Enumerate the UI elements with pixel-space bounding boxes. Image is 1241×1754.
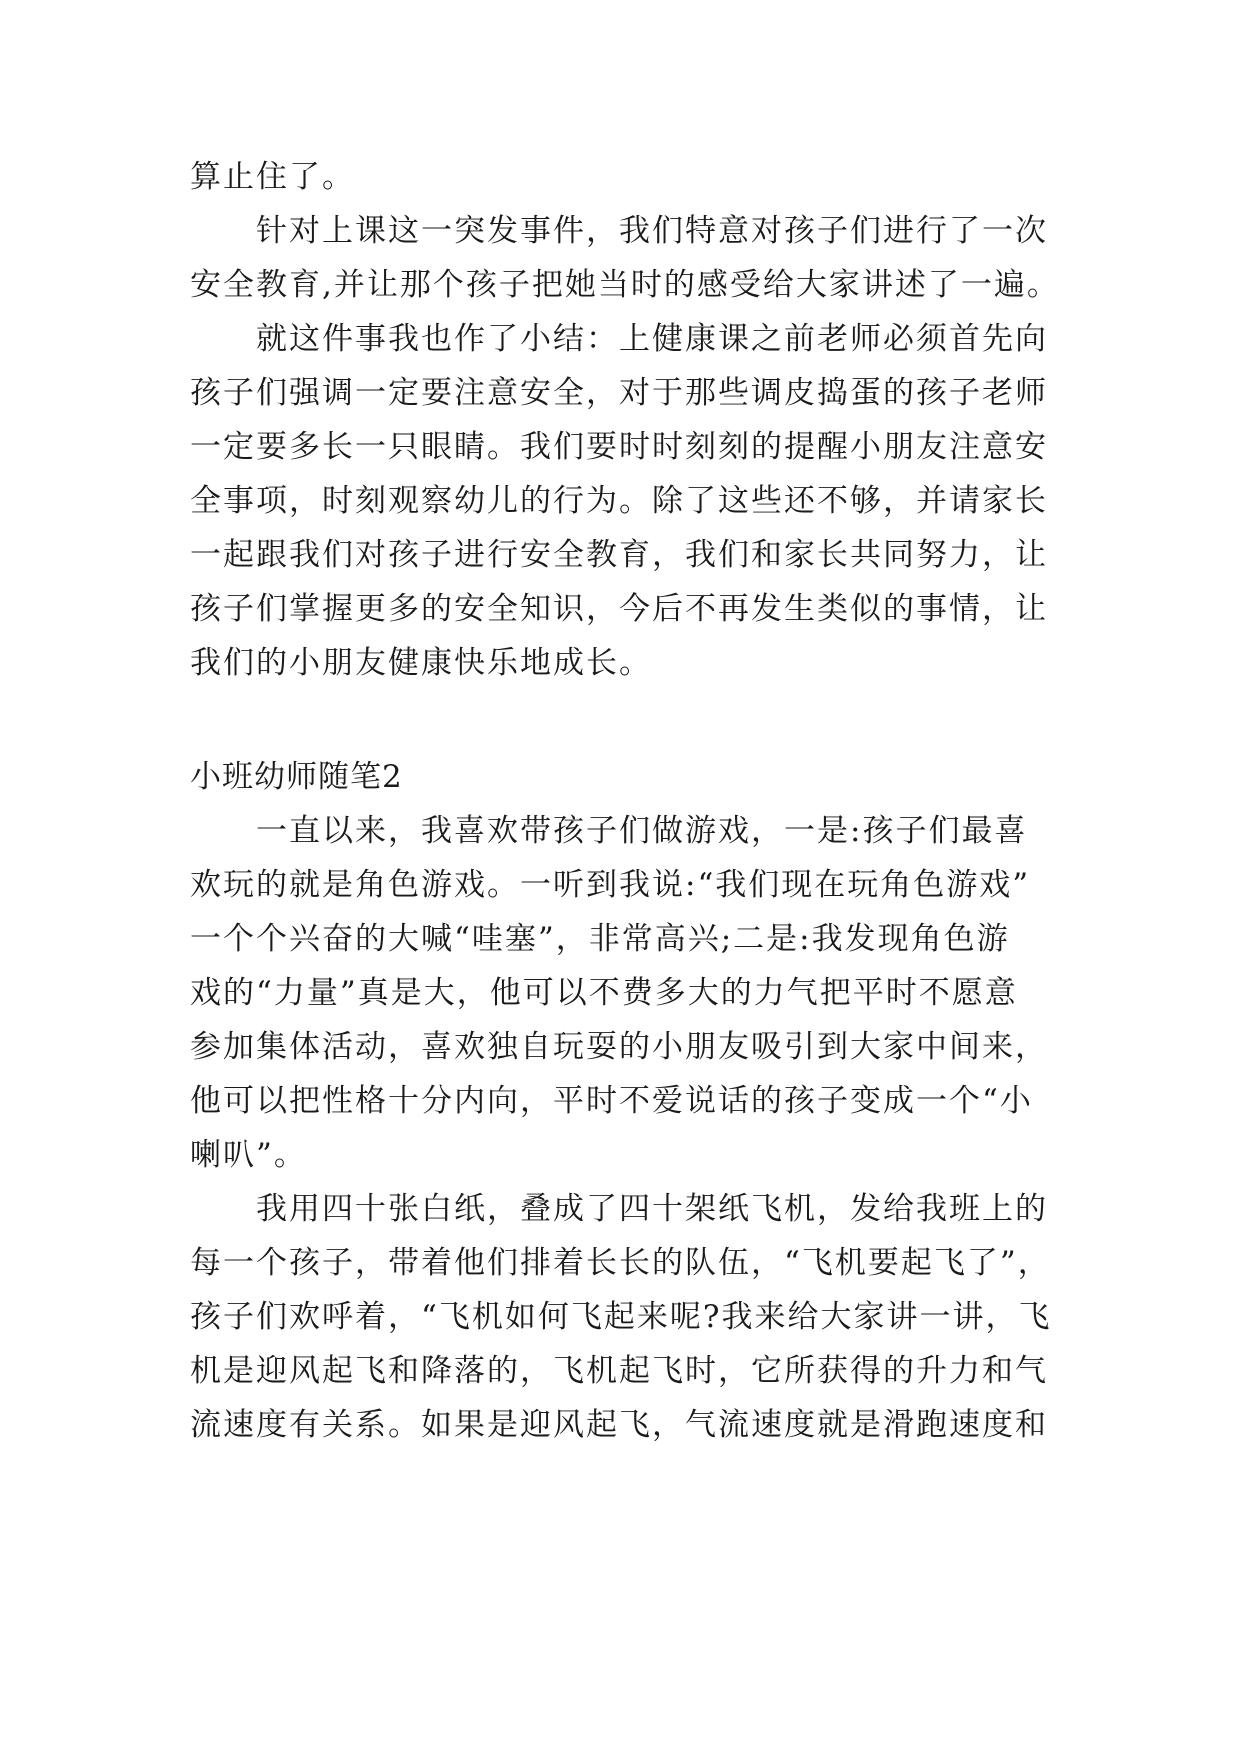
section-spacer xyxy=(190,690,1070,750)
text-line: 就这件事我也作了小结：上健康课之前老师必须首先向 xyxy=(256,321,1048,357)
text-line: 一起跟我们对孩子进行安全教育，我们和家长共同努力，让 xyxy=(190,537,1048,573)
text-line: 针对上课这一突发事件，我们特意对孩子们进行了一次 xyxy=(256,213,1048,249)
text-line: 全事项，时刻观察幼儿的行为。除了这些还不够，并请家长 xyxy=(190,483,1048,519)
paragraph xyxy=(190,1182,1070,1452)
text-line: 喇叭”。 xyxy=(190,1137,307,1173)
text-line: 欢玩的就是角色游戏。一听到我说:“我们现在玩角色游戏” xyxy=(190,867,1031,903)
text-line: 每一个孩子，带着他们排着长长的队伍，“飞机要起飞了”， xyxy=(190,1245,1051,1281)
text-line: 一定要多长一只眼睛。我们要时时刻刻的提醒小朋友注意安 xyxy=(190,429,1048,465)
paragraph xyxy=(190,804,1070,1182)
text-line: 安全教育,并让那个孩子把她当时的感受给大家讲述了一遍。 xyxy=(190,267,1060,303)
section-title: 小班幼师随笔2 xyxy=(190,759,403,795)
text-line: 孩子们欢呼着，“飞机如何飞起来呢?我来给大家讲一讲，飞 xyxy=(190,1299,1052,1335)
text-line: 戏的“力量”真是大，他可以不费多大的力气把平时不愿意 xyxy=(190,975,1018,1011)
text-line: 孩子们强调一定要注意安全，对于那些调皮捣蛋的孩子老师 xyxy=(190,375,1048,411)
text-line: 我们的小朋友健康快乐地成长。 xyxy=(190,645,652,681)
text-line: 算止住了。 xyxy=(190,159,355,195)
text-line: 孩子们掌握更多的安全知识，今后不再发生类似的事情，让 xyxy=(190,591,1048,627)
text-line: 我用四十张白纸，叠成了四十架纸飞机，发给我班上的 xyxy=(256,1191,1048,1227)
text-line: 流速度有关系。如果是迎风起飞，气流速度就是滑跑速度和 xyxy=(190,1407,1048,1443)
text-line: 机是迎风起飞和降落的，飞机起飞时，它所获得的升力和气 xyxy=(190,1353,1048,1389)
text-line: 一直以来，我喜欢带孩子们做游戏，一是:孩子们最喜 xyxy=(256,813,1028,849)
text-line: 他可以把性格十分内向，平时不爱说话的孩子变成一个“小 xyxy=(190,1083,1033,1119)
text-line: 一个个兴奋的大喊“哇塞”，非常高兴;二是:我发现角色游 xyxy=(190,921,1010,957)
paragraph xyxy=(190,150,1070,204)
paragraph xyxy=(190,204,1070,312)
text-line: 参加集体活动，喜欢独自玩耍的小朋友吸引到大家中间来， xyxy=(190,1029,1048,1065)
document-body xyxy=(190,150,1070,1452)
paragraph xyxy=(190,312,1070,690)
